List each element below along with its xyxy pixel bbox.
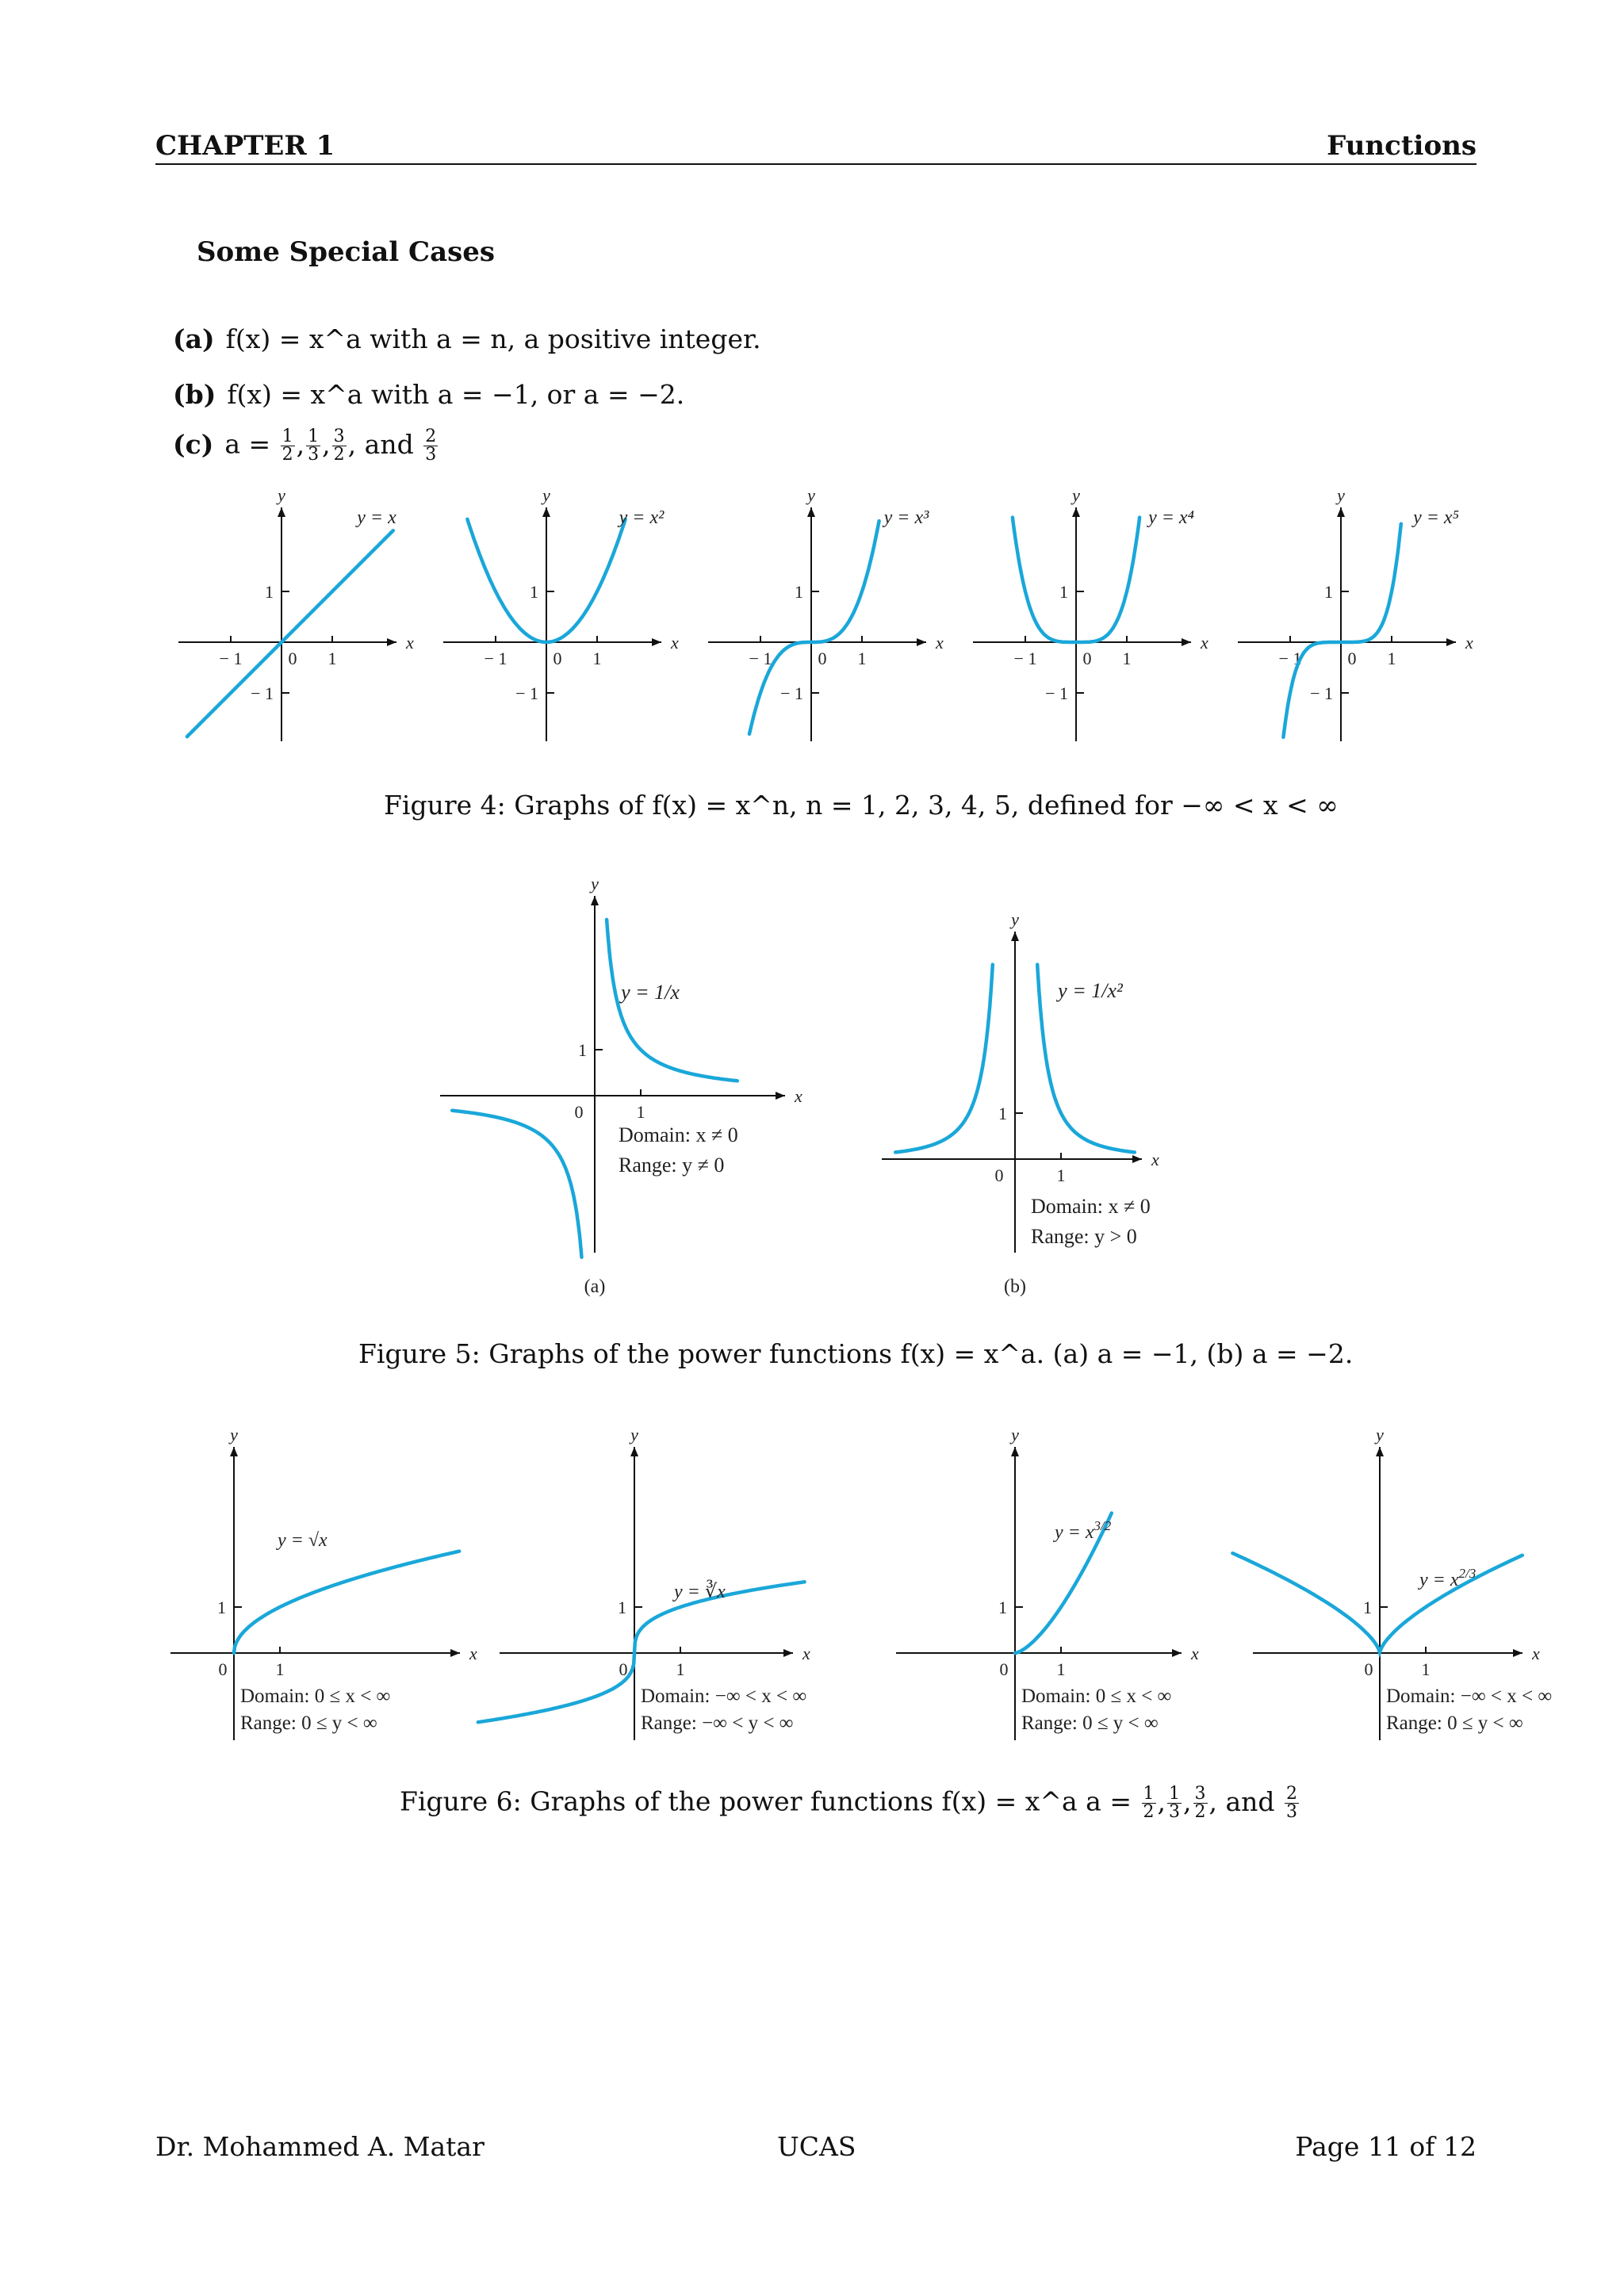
x-axis-label: x — [802, 1644, 810, 1663]
range-text: Range: y > 0 — [1031, 1225, 1137, 1248]
case-b — [173, 379, 684, 410]
y-one-label: 1 — [578, 1040, 587, 1060]
x-one-label: 1 — [1387, 649, 1396, 668]
header-rule — [155, 163, 1477, 165]
curve-x-pow-3 — [749, 521, 879, 734]
x-one-label: 1 — [275, 1659, 285, 1679]
curve-power-1 — [234, 1552, 459, 1653]
y-axis-label: y — [807, 485, 815, 505]
chapter-header: CHAPTER 1 — [155, 130, 335, 162]
case-c-fraction: $\frac{2}{3}$ — [425, 427, 437, 465]
figure-6-caption-prefix: Figure 6: Graphs of the power functions f(x) = x^a a = — [400, 1785, 1132, 1817]
figure-4-caption: Figure 4: Graphs of f(x) = x^n, n = 1, 2, 3, 4, 5, defined for −∞ < x < ∞ — [384, 790, 1339, 821]
x-axis-label: x — [936, 633, 944, 652]
y-one-label: 1 — [1363, 1598, 1372, 1617]
x-one-label: 1 — [636, 1102, 645, 1122]
x-axis-arrow — [917, 638, 926, 646]
y-one-label: 1 — [217, 1598, 226, 1617]
x-neg-one-label: − 1 — [219, 649, 243, 668]
x-one-label: 1 — [1056, 1165, 1066, 1185]
section-title: Some Special Cases — [197, 236, 496, 268]
figure-6-caption-fraction: $\frac{3}{2}$ — [1194, 1784, 1206, 1822]
y-neg-one-label: − 1 — [1045, 683, 1068, 703]
x-axis-label: x — [1191, 1644, 1199, 1663]
origin-label: 0 — [288, 649, 297, 668]
y-one-label: 1 — [795, 582, 803, 602]
figure-6-caption-fraction: $\frac{1}{3}$ — [1169, 1784, 1180, 1822]
figure-4-graphs — [159, 485, 1491, 753]
domain-text: Domain: 0 ≤ x < ∞ — [1021, 1686, 1172, 1707]
domain-text: Domain: x ≠ 0 — [1031, 1195, 1151, 1218]
range-text: Range: 0 ≤ y < ∞ — [1021, 1712, 1159, 1734]
x-neg-one-label: − 1 — [1013, 649, 1037, 668]
subfigure-label: (a) — [584, 1276, 606, 1297]
case-c-label: (c) — [173, 428, 214, 460]
curve-reciprocal-neg — [452, 1111, 581, 1257]
x-one-label: 1 — [1122, 649, 1132, 668]
case-c-fraction: $\frac{3}{2}$ — [333, 427, 345, 465]
y-axis-label: y — [1011, 909, 1019, 929]
footer-author: Dr. Mohammed A. Matar — [155, 2131, 485, 2162]
figure-6-caption-fractions: $\frac{1}{2}$ , $\frac{1}{3}$ , $\frac{3}{2}$ , and $\frac{2}{3}$ — [1143, 1784, 1298, 1822]
plot-label: y = 1/x² — [1058, 979, 1123, 1002]
plot-label: $y = x^{2/3}$ — [1419, 1566, 1477, 1590]
case-c-fractions: $\frac{1}{2}$ , $\frac{1}{3}$ , $\frac{3}{2}$ , and $\frac{2}{3}$ — [282, 427, 437, 465]
y-axis-label: y — [1337, 485, 1345, 505]
y-one-label: 1 — [618, 1598, 626, 1617]
x-neg-one-label: − 1 — [749, 649, 772, 668]
x-axis-label: x — [671, 633, 679, 652]
figure-5-graphs — [428, 874, 1221, 1308]
plot-label: y = 1/x — [621, 981, 680, 1004]
y-axis-arrow — [591, 896, 599, 905]
x-axis-label: x — [1201, 633, 1208, 652]
y-axis-arrow — [1337, 507, 1345, 517]
footer-institution: UCAS — [777, 2131, 856, 2162]
x-neg-one-label: − 1 — [1278, 649, 1302, 668]
section-header: Functions — [1327, 130, 1477, 162]
y-one-label: 1 — [998, 1104, 1007, 1123]
x-axis-label: x — [1465, 633, 1473, 652]
x-axis-arrow — [387, 638, 396, 646]
y-axis-label: y — [630, 1425, 638, 1445]
y-neg-one-label: − 1 — [515, 683, 538, 703]
origin-label: 0 — [1347, 649, 1357, 668]
origin-label: 0 — [218, 1659, 228, 1679]
case-c-joiner: and — [356, 428, 423, 460]
x-one-label: 1 — [592, 649, 602, 668]
y-axis-label: y — [1011, 1425, 1019, 1445]
x-axis-label: x — [1532, 1644, 1540, 1663]
origin-label: 0 — [574, 1102, 584, 1122]
figure-6-caption — [400, 1785, 1300, 1821]
figure-6-caption-fraction: $\frac{1}{2}$ — [1143, 1784, 1155, 1822]
plot-label: $y = x^{3/2}$ — [1055, 1518, 1112, 1543]
x-axis-label: x — [1151, 1150, 1159, 1169]
y-axis-arrow — [278, 507, 285, 517]
range-text: Range: 0 ≤ y < ∞ — [1386, 1712, 1523, 1734]
origin-label: 0 — [999, 1659, 1009, 1679]
figure-6-caption-fraction: $\frac{2}{3}$ — [1286, 1784, 1298, 1822]
x-one-label: 1 — [1056, 1659, 1066, 1679]
curve-power-4 — [1232, 1553, 1522, 1652]
x-one-label: 1 — [857, 649, 867, 668]
plot-label: y = √x — [278, 1530, 327, 1551]
plot-label: y = x³ — [883, 507, 929, 528]
case-a — [173, 323, 761, 354]
origin-label: 0 — [553, 649, 562, 668]
curve-inv-square-neg — [895, 965, 993, 1153]
origin-label: 0 — [994, 1165, 1004, 1185]
y-one-label: 1 — [1059, 582, 1068, 602]
y-axis-label: y — [230, 1425, 238, 1445]
y-axis-label: y — [591, 874, 599, 894]
x-axis-arrow — [1172, 1649, 1182, 1657]
case-c — [173, 428, 439, 464]
y-one-label: 1 — [530, 582, 538, 602]
range-text: Range: 0 ≤ y < ∞ — [240, 1712, 377, 1734]
y-axis-arrow — [1376, 1447, 1384, 1456]
footer-page-number: Page 11 of 12 — [1295, 2131, 1477, 2162]
y-neg-one-label: − 1 — [780, 683, 803, 703]
figure-6-caption-joiner: and — [1217, 1785, 1284, 1817]
y-axis-arrow — [1011, 1447, 1019, 1456]
domain-text: Domain: −∞ < x < ∞ — [1386, 1686, 1553, 1707]
y-axis-label: y — [542, 485, 550, 505]
x-one-label: 1 — [327, 649, 337, 668]
x-axis-label: x — [469, 1644, 477, 1663]
y-axis-arrow — [230, 1447, 238, 1456]
y-neg-one-label: − 1 — [1310, 683, 1333, 703]
x-axis-arrow — [652, 638, 661, 646]
origin-label: 0 — [1364, 1659, 1373, 1679]
x-axis-arrow — [1513, 1649, 1522, 1657]
domain-text: Domain: x ≠ 0 — [619, 1123, 738, 1146]
figure-5-caption: Figure 5: Graphs of the power functions f(x) = x^a. (a) a = −1, (b) a = −2. — [358, 1338, 1354, 1369]
x-axis-arrow — [1132, 1155, 1142, 1163]
subfigure-label: (b) — [1004, 1276, 1026, 1297]
y-axis-label: y — [1072, 485, 1080, 505]
plot-label: y = ∛x — [674, 1582, 726, 1602]
case-a-label: (a) — [173, 323, 215, 354]
plot-label: y = x — [357, 507, 396, 528]
figure-6-graphs — [167, 1425, 1553, 1760]
x-axis-arrow — [1182, 638, 1191, 646]
y-axis-arrow — [630, 1447, 638, 1456]
x-axis-label: x — [795, 1086, 802, 1106]
y-axis-arrow — [1011, 932, 1019, 941]
curve-x-pow-5 — [1283, 524, 1400, 737]
y-axis-arrow — [1072, 507, 1080, 517]
range-text: Range: −∞ < y < ∞ — [641, 1712, 794, 1734]
origin-label: 0 — [619, 1659, 628, 1679]
origin-label: 0 — [1082, 649, 1092, 668]
y-axis-label: y — [1376, 1425, 1384, 1445]
x-neg-one-label: − 1 — [484, 649, 508, 668]
curve-x-pow-1 — [187, 530, 393, 737]
plot-label: y = x⁴ — [1148, 507, 1194, 528]
y-axis-arrow — [807, 507, 815, 517]
domain-text: Domain: −∞ < x < ∞ — [641, 1686, 807, 1707]
x-axis-arrow — [1446, 638, 1456, 646]
y-one-label: 1 — [265, 582, 274, 602]
y-axis-label: y — [278, 485, 285, 505]
case-c-prefix: a = — [224, 428, 271, 460]
y-axis-arrow — [542, 507, 550, 517]
x-one-label: 1 — [676, 1659, 685, 1679]
origin-label: 0 — [818, 649, 827, 668]
plot-label: y = x² — [619, 507, 665, 528]
y-one-label: 1 — [1324, 582, 1333, 602]
y-one-label: 1 — [998, 1598, 1007, 1617]
case-c-fraction: $\frac{1}{3}$ — [308, 427, 320, 465]
case-a-text: f(x) = x^a with a = n, a positive integer. — [225, 323, 761, 354]
domain-text: Domain: 0 ≤ x < ∞ — [240, 1686, 391, 1707]
x-axis-arrow — [450, 1649, 460, 1657]
x-axis-arrow — [783, 1649, 793, 1657]
x-one-label: 1 — [1421, 1659, 1431, 1679]
y-neg-one-label: − 1 — [251, 683, 274, 703]
case-b-label: (b) — [173, 379, 216, 410]
case-b-text: f(x) = x^a with a = −1, or a = −2. — [227, 379, 685, 410]
x-axis-label: x — [406, 633, 414, 652]
x-axis-arrow — [776, 1092, 785, 1100]
plot-label: y = x⁵ — [1413, 507, 1459, 528]
case-c-fraction: $\frac{1}{2}$ — [282, 427, 293, 465]
range-text: Range: y ≠ 0 — [619, 1154, 725, 1177]
